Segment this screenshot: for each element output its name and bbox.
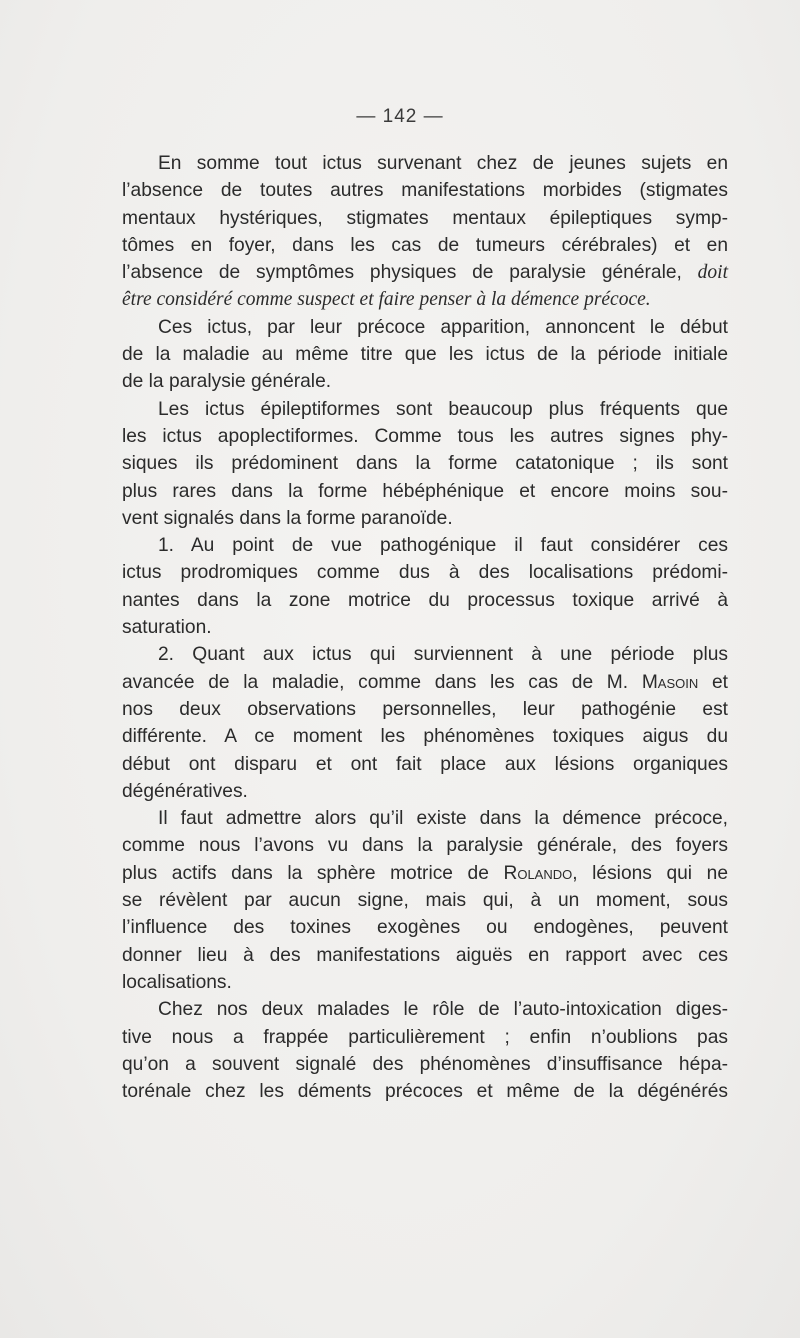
author-name: Masoin	[641, 671, 699, 693]
text-line: saturation.	[122, 617, 212, 639]
text-line: plus rares dans la forme hébéphénique et encore moins sou-	[122, 480, 728, 502]
text-line: dégénératives.	[122, 780, 248, 802]
author-name: Rolando	[503, 862, 573, 884]
text-line: l’influence des toxines exogènes ou endogènes, peuvent	[122, 917, 728, 939]
text-segment: l’absence de symptômes physiques de paralysie générale,	[122, 262, 682, 284]
text-segment: plus actifs dans la sphère motrice de	[122, 862, 489, 884]
text-line: nos deux observations personnelles, leur pathogénie est	[122, 698, 728, 720]
body-text	[122, 150, 728, 1105]
text-segment: avancée de la maladie, comme dans les cas de M.	[122, 671, 629, 693]
text-line	[122, 259, 728, 286]
text-line: Il faut admettre alors qu’il existe dans la démence précoce,	[158, 808, 728, 830]
text-line: différente. A ce moment les phénomènes toxiques aigus du	[122, 726, 728, 748]
text-line: siques ils prédominent dans la forme catatonique ; ils sont	[122, 453, 728, 475]
text-segment: , lésions qui ne	[572, 862, 728, 884]
text-line: de la maladie au même titre que les ictus de la période initiale	[122, 344, 728, 366]
text-line: qu’on a souvent signalé des phénomènes d’insuffisance hépa-	[122, 1053, 728, 1075]
text-line: 1. Au point de vue pathogénique il faut considérer ces	[158, 535, 728, 557]
text-line: tômes en foyer, dans les cas de tumeurs cérébrales) et en	[122, 234, 728, 256]
text-line: localisations.	[122, 971, 232, 993]
text-segment: et	[711, 671, 728, 693]
text-line: donner lieu à des manifestations aiguës en rapport avec ces	[122, 944, 728, 966]
italic-text-line: être considéré comme suspect et faire penser à la démence précoce.	[122, 289, 651, 311]
page-number: — 142 —	[356, 106, 444, 127]
text-line: vent signalés dans la forme paranoïde.	[122, 507, 453, 529]
text-line: Les ictus épileptiformes sont beaucoup plus fréquents que	[158, 398, 728, 420]
text-line	[122, 669, 728, 696]
text-line: mentaux hystériques, stigmates mentaux épileptiques symp-	[122, 207, 728, 229]
italic-text: doit	[697, 262, 728, 284]
text-line: 2. Quant aux ictus qui surviennent à une période plus	[158, 644, 728, 666]
text-line: tive nous a frappée particulièrement ; enfin n’oublions pas	[122, 1026, 728, 1048]
text-line: de la paralysie générale.	[122, 371, 332, 393]
text-line: nantes dans la zone motrice du processus toxique arrivé à	[122, 589, 728, 611]
text-line: les ictus apoplectiformes. Comme tous les autres signes phy-	[122, 425, 728, 447]
text-line: se révèlent par aucun signe, mais qui, à un moment, sous	[122, 890, 728, 912]
text-line: En somme tout ictus survenant chez de jeunes sujets en	[158, 153, 728, 174]
text-line: Ces ictus, par leur précoce apparition, annoncent le début	[158, 316, 728, 338]
text-line: ictus prodromiques comme dus à des localisations prédomi-	[122, 562, 728, 584]
text-line	[122, 860, 728, 887]
text-line: début ont disparu et ont fait place aux lésions organiques	[122, 753, 728, 775]
text-line: torénale chez les déments précoces et même de la dégénérés	[122, 1081, 728, 1103]
text-line: comme nous l’avons vu dans la paralysie générale, des foyers	[122, 835, 728, 857]
text-line: l’absence de toutes autres manifestations morbides (stigmates	[122, 180, 728, 202]
text-line: Chez nos deux malades le rôle de l’auto-intoxication diges-	[158, 999, 728, 1021]
